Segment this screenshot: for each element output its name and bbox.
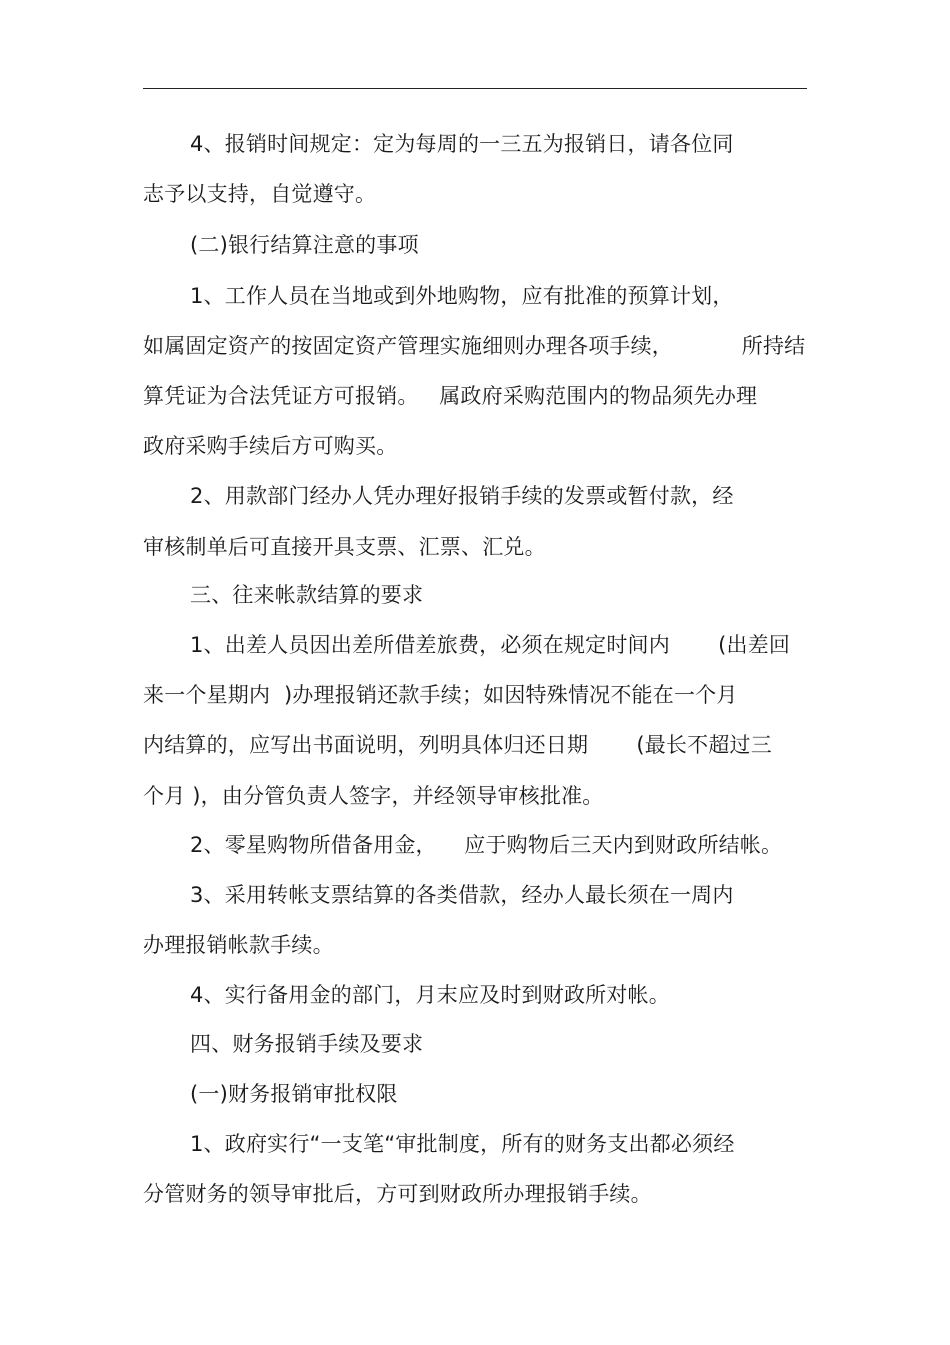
paragraph-line: 来一个星期内 )办理报销还款手续；如因特殊情况不能在一个月 [143, 683, 738, 707]
paragraph-line: 2、用款部门经办人凭办理好报销手续的发票或暂付款，经 [190, 484, 734, 508]
paragraph-line: 审核制单后可直接开具支票、汇票、汇兑。 [143, 535, 546, 559]
paragraph-line: 3、采用转帐支票结算的各类借款，经办人最长须在一周内 [190, 883, 734, 907]
paragraph-line: 政府采购手续后方可购买。 [143, 434, 398, 458]
paragraph-line: 办理报销帐款手续。 [143, 933, 334, 957]
paragraph-line: 1、出差人员因出差所借差旅费，必须在规定时间内 (出差回 [190, 633, 791, 657]
paragraph-line: 1、政府实行“一支笔“审批制度，所有的财务支出都必须经 [190, 1132, 735, 1156]
header-rule [143, 88, 807, 89]
paragraph-line: 内结算的，应写出书面说明，列明具体归还日期 (最长不超过三 [143, 733, 772, 757]
paragraph-line: 个月 )，由分管负责人签字，并经领导审核批准。 [143, 784, 604, 808]
paragraph-line: 志予以支持，自觉遵守。 [143, 182, 377, 206]
paragraph-line: 4、实行备用金的部门，月末应及时到财政所对帐。 [190, 983, 670, 1007]
section-heading: 三、往来帐款结算的要求 [190, 583, 424, 607]
section-heading: (一)财务报销审批权限 [190, 1082, 398, 1106]
paragraph-line: 分管财务的领导审批后，方可到财政所办理报销手续。 [143, 1182, 652, 1206]
paragraph-line: 2、零星购物所借备用金， 应于购物后三天内到财政所结帐。 [190, 833, 783, 857]
section-heading: (二)银行结算注意的事项 [190, 233, 419, 257]
section-heading: 四、财务报销手续及要求 [190, 1032, 424, 1056]
paragraph-line: 如属固定资产的按固定资产管理实施细则办理各项手续， 所持结 [143, 334, 806, 358]
paragraph-line: 1、工作人员在当地或到外地购物，应有批准的预算计划， [190, 284, 734, 308]
paragraph-line: 算凭证为合法凭证方可报销。 属政府采购范围内的物品须先办理 [143, 384, 758, 408]
paragraph-line: 4、报销时间规定：定为每周的一三五为报销日，请各位同 [190, 132, 734, 156]
